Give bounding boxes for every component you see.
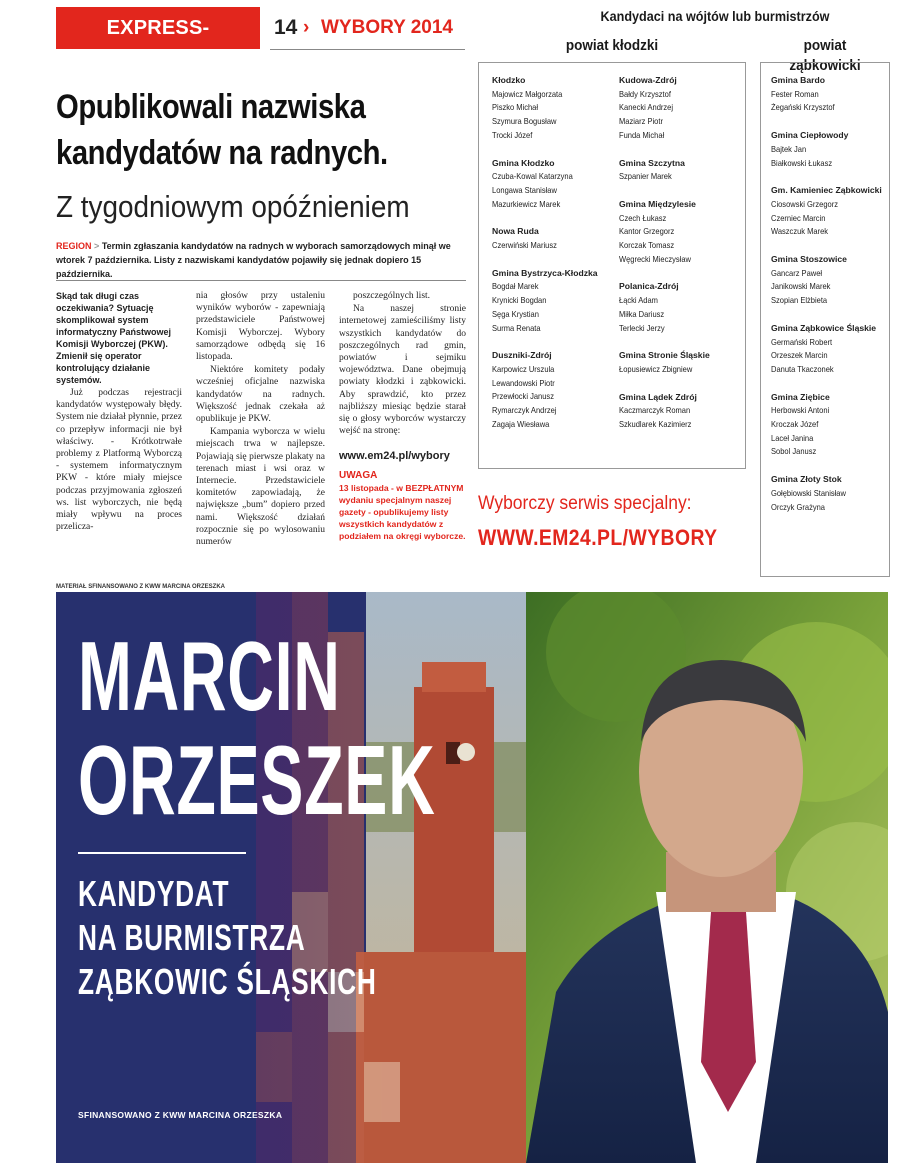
candidate-name: Majowicz Małgorzata: [492, 89, 563, 99]
candidate-name: Surma Renata: [492, 323, 541, 333]
gmina-name: Gmina Ząbkowice Śląskie: [771, 322, 877, 333]
gmina-group: [771, 391, 886, 460]
article-column-3: [339, 290, 466, 542]
gmina-group: [492, 74, 612, 143]
candidate-name: Korczak Tomasz: [619, 241, 675, 251]
gmina-name: Gmina Szczytna: [619, 157, 685, 168]
candidate-last-name: ORZESZEK: [78, 725, 436, 835]
candidate-name: Herbowski Antoni: [771, 406, 830, 416]
candidate-name: Ciosowski Grzegorz: [771, 199, 838, 209]
gmina-group: [619, 280, 739, 335]
candidate-name: Łącki Adam: [619, 296, 658, 306]
paragraph: Niektóre komitety podały wcześniej oficjalne nazwiska kandydatów na radnych. Większość jednak czekała aż opublikuje je PKW.: [196, 365, 325, 425]
gmina-group: [492, 157, 612, 212]
candidate-name: Longawa Stanisław: [492, 185, 557, 195]
service-link[interactable]: WWW.EM24.PL/WYBORY: [478, 525, 718, 550]
town-roofs: [356, 952, 526, 1163]
gmina-group: [492, 267, 612, 336]
service-label: Wyborczy serwis specjalny:: [478, 493, 692, 514]
candidate-name: Piszko Michał: [492, 103, 539, 113]
candidate-name: Bajtek Jan: [771, 144, 807, 154]
campaign-advertisement: [56, 592, 888, 1163]
candidate-name: Krynicki Bogdan: [492, 296, 547, 306]
candidate-name: Kaczmarczyk Roman: [619, 406, 691, 416]
article-column-1: [56, 290, 182, 534]
gmina-name: Gmina Bardo: [771, 75, 825, 85]
ad-funding-note: SFINANSOWANO Z KWW MARCINA ORZESZKA: [78, 1110, 283, 1120]
gmina-name: Gmina Stoszowice: [771, 254, 847, 265]
role-line-1: KANDYDAT: [78, 873, 230, 914]
candidate-name: Łopusiewicz Zbigniew: [619, 364, 693, 374]
headline-line-2: kandydatów na radnych.: [56, 134, 388, 172]
chevron-right-icon: ›: [303, 17, 310, 38]
candidate-name: Szopian Elżbieta: [771, 296, 828, 306]
gmina-group: [771, 184, 886, 239]
candidate-name: Żegański Krzysztof: [771, 103, 835, 113]
ad-disclaimer: MATERIAŁ SFINANSOWANO Z KWW MARCINA ORZESZKA: [56, 584, 225, 590]
tower-clock: [457, 743, 475, 761]
powiat-klodzki-heading: powiat kłodzki: [565, 37, 659, 54]
paragraph: Na naszej stronie internetowej zamieściliśmy listy wszystkich kandydatów do poszczególnych rad gmin, powiatów i sejmiku województwa. Dane obejmują powiaty kłodzki i ząbkowicki. Aby sprawdzić, kto przez najbliższy miesiąc będzie starał się o głosy wyborców wystarczy wejść na stronę:: [339, 304, 466, 437]
gmina-name: Gmina Złoty Stok: [771, 474, 842, 485]
candidate-name: Bogdał Marek: [492, 282, 539, 292]
candidate-name: Szpanier Marek: [619, 172, 672, 182]
paragraph: Kampania wyborcza w wielu miejscach trwa w najlepsze. Pojawiają się pierwsze plakaty na terenach miast i wsi oraz w Internecie. Przedstawiciele komitetów zapowiadają, że największe „bum” dopiero przed nami. Większość działań rozpocznie się po wylosowaniu numerów: [196, 427, 325, 548]
gmina-name: Duszniki-Zdrój: [492, 350, 552, 361]
candidate-name: Funda Michał: [619, 130, 665, 140]
gmina-name: Kłodzko: [492, 75, 526, 85]
ad-divider: [78, 852, 246, 854]
gmina-group: [619, 349, 739, 376]
candidate-name: Kantor Grzegorz: [619, 227, 675, 237]
gmina-group: [771, 473, 886, 514]
article-lead: [56, 239, 466, 281]
zabkowicki-column: [771, 74, 886, 528]
candidate-name: Czerniec Marcin: [771, 213, 826, 223]
candidate-name: Germański Robert: [771, 337, 833, 347]
candidate-name: Kanecki Andrzej: [619, 103, 674, 113]
masthead-divider: [270, 49, 465, 50]
candidate-name: Kroczak Józef: [771, 420, 819, 430]
paragraph: poszczególnych list.: [353, 291, 431, 301]
page-number: 14: [274, 16, 298, 39]
candidate-first-name: MARCIN: [78, 621, 341, 731]
lead-divider: [56, 280, 466, 281]
gmina-group: [771, 322, 886, 377]
gmina-name: Gmina Kłodzko: [492, 157, 555, 168]
gmina-group: [619, 74, 739, 143]
gmina-group: [771, 253, 886, 308]
gmina-group: [619, 157, 739, 184]
article-intro: Skąd tak długi czas oczekiwania? Sytuację skomplikował system informatyczny Państwowej Komisji Wyborczej (PKW). Zmienił się operator kontrolujący działanie systemów.: [56, 291, 172, 385]
notice-text: 13 listopada - w BEZPŁATNYM wydaniu specjalnym naszej gazety - opublikujemy listy wszystkich kandydatów z podziałem na okręgi wyborcze.: [339, 483, 466, 542]
gmina-group: [619, 198, 739, 267]
candidate-name: [78, 621, 436, 835]
candidate-name: Czerwiński Mariusz: [492, 241, 557, 251]
article-subheadline: Z tygodniowym opóźnieniem: [56, 189, 410, 224]
gmina-group: [492, 225, 612, 252]
candidate-name: Gołębiowski Stanisław: [771, 488, 846, 498]
klodzki-column-1: [492, 74, 612, 445]
notice-title: UWAGA: [339, 470, 378, 482]
candidates-title: Kandydaci na wójtów lub burmistrzów: [600, 8, 830, 24]
gmina-group: [771, 74, 886, 115]
candidate-name: Gancarz Paweł: [771, 268, 823, 278]
candidate-name: Białkowski Łukasz: [771, 158, 833, 168]
candidate-name: Lewandowski Piotr: [492, 378, 555, 388]
role-line-2: NA BURMISTRZA: [78, 917, 306, 958]
gmina-name: Gmina Bystrzyca-Kłodzka: [492, 267, 598, 278]
gmina-group: [492, 349, 612, 431]
candidate-name: Orczyk Grażyna: [771, 502, 826, 512]
candidate-name: Zagaja Wiesława: [492, 419, 550, 429]
paragraph: nia głosów przy ustaleniu wyników wyborów - zapewniają przedstawiciele Państwowej Komisji Wyborczej. Wybory samorządowe odbędą się 16 listopada.: [196, 291, 325, 363]
gmina-name: Kudowa-Zdrój: [619, 75, 677, 85]
gmina-name: Gmina Stronie Śląskie: [619, 350, 710, 361]
candidate-name: Waszczuk Marek: [771, 227, 829, 237]
candidate-name: Maziarz Piotr: [619, 117, 663, 127]
candidate-name: Sęga Krystian: [492, 309, 539, 319]
gmina-name: Gmina Ciepłowody: [771, 130, 849, 141]
candidate-role: [78, 872, 377, 1004]
gmina-name: Gmina Ziębice: [771, 391, 830, 402]
region-tag: REGION: [56, 241, 92, 251]
candidate-name: Karpowicz Urszula: [492, 364, 555, 374]
gmina-group: [619, 391, 739, 432]
gmina-name: Gm. Kamieniec Ząbkowicki: [771, 185, 882, 196]
gmina-name: Polanica-Zdrój: [619, 281, 679, 292]
section-title: WYBORY 2014: [321, 17, 453, 38]
klodzki-column-2: [619, 74, 739, 446]
candidate-name: Orzeszek Marcin: [771, 351, 828, 361]
headline-line-1: Opublikowali nazwiska: [56, 88, 366, 126]
candidate-name: Mazurkiewicz Marek: [492, 199, 561, 209]
chevron-right-icon: >: [94, 241, 100, 251]
powiat-zabkowicki-heading: powiat ząbkowicki: [789, 37, 861, 74]
candidate-name: Sobol Janusz: [771, 447, 817, 457]
candidate-name: Czech Łukasz: [619, 213, 667, 223]
candidate-name: Trocki Józef: [492, 130, 533, 140]
gmina-group: [771, 129, 886, 170]
candidate-name: Przewłocki Janusz: [492, 392, 554, 402]
candidate-name: Laceł Janina: [771, 433, 814, 443]
candidate-name: Miłka Dariusz: [619, 309, 665, 319]
paragraph: Już podczas rejestracji kandydatów występowały błędy. System nie działał płynnie, przez co przepływ informacji nie był właściwy. - Krótkotrwałe problemy z Platformą Wyborczą - systemem informatycznym PKW - które miały miejsce podczas przyjmowania zgłoszeń ws. list wyborczych, nie będą miały wpływu na proces przelicza-: [56, 388, 182, 533]
candidate-name: Terlecki Jerzy: [619, 323, 665, 333]
role-line-3: ZĄBKOWIC ŚLĄSKICH: [78, 961, 377, 1002]
candidate-name: Janikowski Marek: [771, 282, 831, 292]
candidate-name: Szkudlarek Kazimierz: [619, 420, 692, 430]
website-link[interactable]: www.em24.pl/wybory: [339, 450, 450, 463]
article-headline: [56, 84, 400, 176]
candidate-name: Bałdy Krzysztof: [619, 89, 671, 99]
candidate-name: Szymura Bogusław: [492, 117, 557, 127]
candidate-name: Rymarczyk Andrzej: [492, 406, 557, 416]
gmina-name: Nowa Ruda: [492, 226, 539, 237]
lead-text: Termin zgłaszania kandydatów na radnych w wyborach samorządowych minął we wtorek 7 października. Listy z nazwiskami kandydatów pojawiły się jednak dopiero 15 października.: [56, 241, 451, 279]
article-column-2: [196, 290, 325, 549]
candidate-name: Czuba-Kowal Katarzyna: [492, 172, 573, 182]
candidate-name: Węgrecki Mieczysław: [619, 254, 691, 264]
gmina-name: Gmina Lądek Zdrój: [619, 391, 697, 402]
gmina-name: Gmina Międzylesie: [619, 198, 696, 209]
brand-logo[interactable]: EXPRESS-MIEJSKI.PL: [56, 7, 260, 49]
candidate-name: Danuta Tkaczonek: [771, 364, 834, 374]
candidate-name: Fester Roman: [771, 89, 819, 99]
